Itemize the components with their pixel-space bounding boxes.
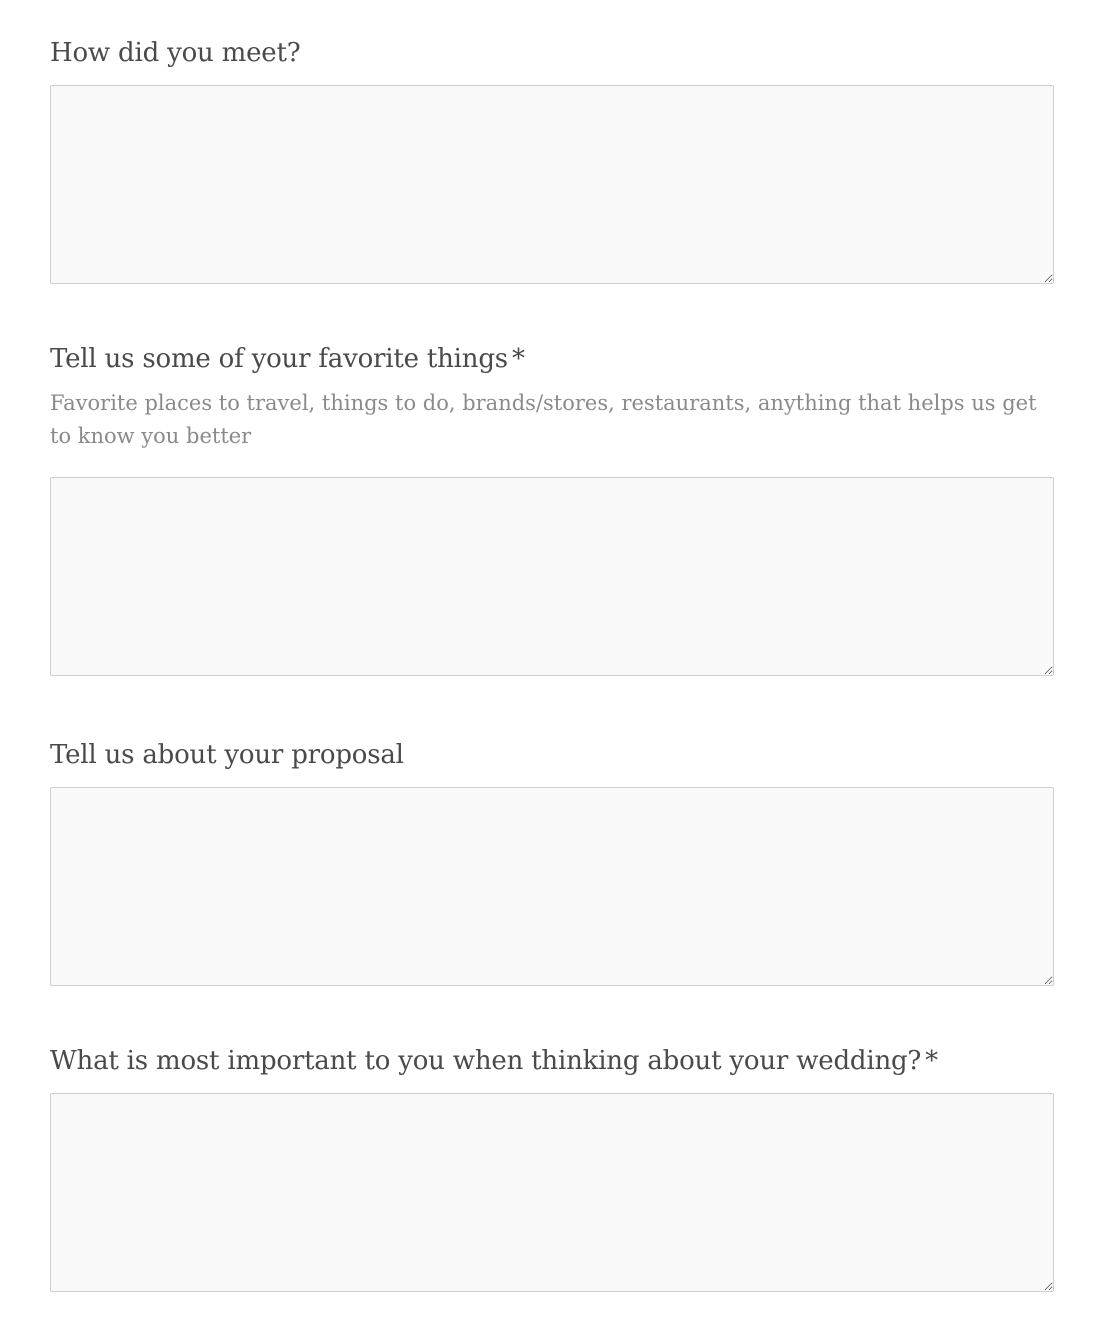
most-important-textarea[interactable]	[50, 1093, 1054, 1292]
field-label	[50, 343, 1054, 375]
field-label	[50, 739, 1054, 771]
field-label-text: How did you meet?	[50, 38, 301, 68]
field-favorite-things	[50, 343, 1054, 676]
required-asterisk: *	[925, 1046, 938, 1076]
field-label-text: Tell us some of your favorite things	[50, 344, 508, 374]
field-how-did-you-meet	[50, 37, 1054, 284]
field-label-text: Tell us about your proposal	[50, 740, 404, 770]
field-proposal	[50, 739, 1054, 986]
field-most-important	[50, 1045, 1054, 1292]
proposal-textarea[interactable]	[50, 787, 1054, 986]
field-label	[50, 1045, 1054, 1077]
required-asterisk: *	[511, 344, 525, 374]
field-label	[50, 37, 1054, 69]
field-label-text: What is most important to you when thinking about your wedding?	[50, 1046, 922, 1076]
field-description: Favorite places to travel, things to do, brands/stores, restaurants, anything that helps us get to know you better	[50, 391, 1037, 448]
favorite-things-textarea[interactable]	[50, 477, 1054, 676]
how-did-you-meet-textarea[interactable]	[50, 85, 1054, 284]
